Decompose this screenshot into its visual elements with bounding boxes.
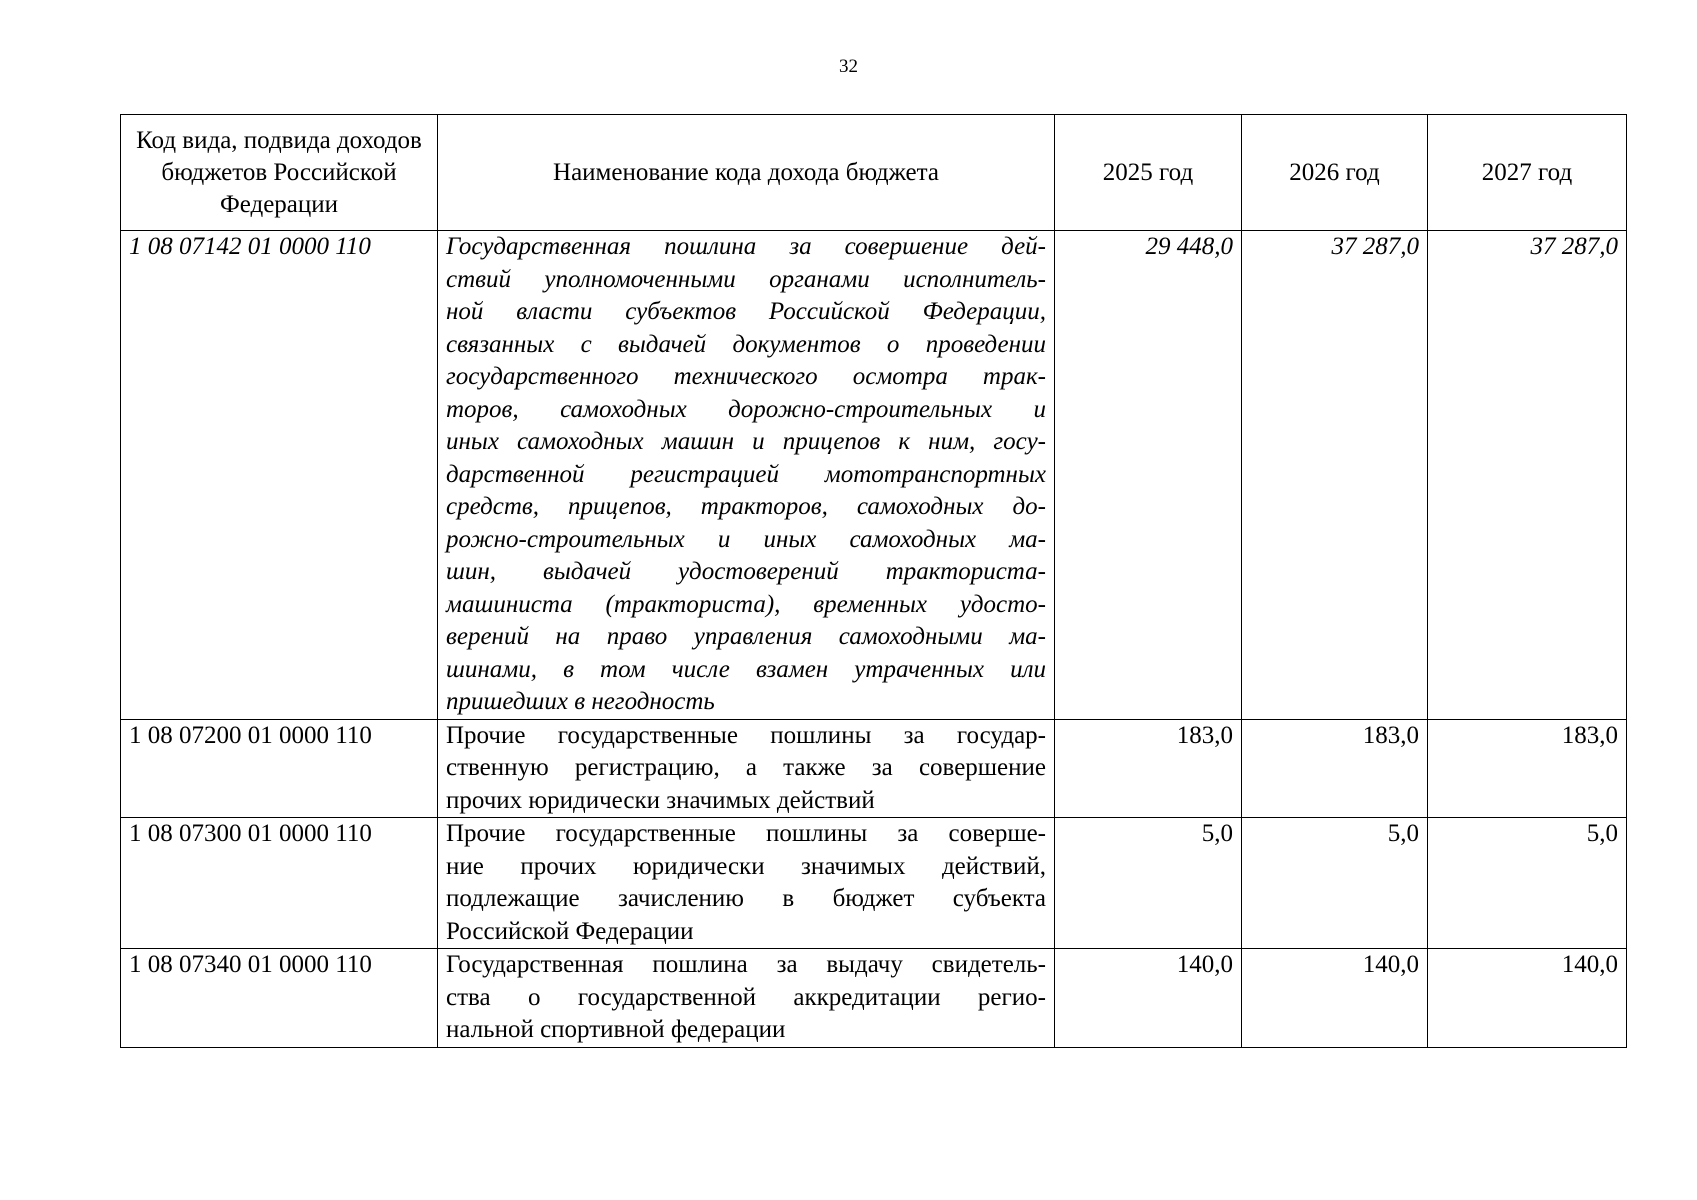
row-name-line: пришедших в негодность bbox=[446, 688, 715, 715]
row-name-line: дарственной регистрацией мототранспортных bbox=[446, 460, 1046, 488]
row-name-line: связанных с выдачей документов о проведении bbox=[446, 330, 1046, 358]
row-name bbox=[438, 231, 1055, 720]
row-name bbox=[438, 719, 1055, 818]
page-number: 32 bbox=[839, 56, 858, 77]
row-code: 1 08 07300 01 0000 110 bbox=[121, 818, 438, 949]
row-name-line: нальной спортивной федерации bbox=[446, 1016, 786, 1043]
header-name: Наименование кода дохода бюджета bbox=[438, 115, 1055, 231]
row-value-2027: 37 287,0 bbox=[1428, 231, 1627, 720]
row-name-line: шинами, в том числе взамен утраченных или bbox=[446, 655, 1046, 683]
header-2027: 2027 год bbox=[1428, 115, 1627, 231]
row-name-line: прочих юридически значимых действий bbox=[446, 786, 875, 814]
row-value-2027: 183,0 bbox=[1428, 719, 1627, 818]
row-name-line: рожно-строительных и иных самоходных ма- bbox=[446, 525, 1046, 553]
row-name-line: подлежащие зачислению в бюджет субъекта bbox=[446, 885, 1046, 912]
table-header bbox=[121, 115, 1627, 231]
header-2026: 2026 год bbox=[1242, 115, 1428, 231]
row-code: 1 08 07142 01 0000 110 bbox=[121, 231, 438, 720]
row-code: 1 08 07200 01 0000 110 bbox=[121, 719, 438, 818]
row-name-line: Российской Федерации bbox=[446, 917, 694, 945]
row-name-line: ства о государственной аккредитации регио- bbox=[446, 983, 1046, 1011]
row-name bbox=[438, 818, 1055, 949]
row-name-line: средств, прицепов, тракторов, самоходных до- bbox=[446, 493, 1046, 520]
row-name-line: государственного технического осмотра трак- bbox=[446, 363, 1046, 390]
row-name-line: ственную регистрацию, а также за совершение bbox=[446, 754, 1046, 781]
row-value-2026: 183,0 bbox=[1242, 719, 1428, 818]
table-row bbox=[121, 818, 1627, 949]
row-value-2025: 140,0 bbox=[1055, 949, 1242, 1048]
row-name-line: верений на право управления самоходными ма- bbox=[446, 623, 1046, 650]
row-value-2025: 29 448,0 bbox=[1055, 231, 1242, 720]
row-name-line: Государственная пошлина за выдачу свидетель- bbox=[446, 951, 1046, 978]
header-code: Код вида, подвида доходов бюджетов Российской Федерации bbox=[121, 115, 438, 231]
row-name-line: Государственная пошлина за совершение дей- bbox=[446, 233, 1046, 260]
row-value-2026: 37 287,0 bbox=[1242, 231, 1428, 720]
row-name-line: ствий уполномоченными органами исполнитель- bbox=[446, 265, 1046, 293]
row-name-line: торов, самоходных дорожно-строительных и bbox=[446, 395, 1046, 423]
row-name-line: ной власти субъектов Российской Федерации, bbox=[446, 298, 1046, 325]
row-value-2025: 183,0 bbox=[1055, 719, 1242, 818]
row-name-line: Прочие государственные пошлины за соверше- bbox=[446, 820, 1046, 847]
row-value-2026: 140,0 bbox=[1242, 949, 1428, 1048]
table-row bbox=[121, 719, 1627, 818]
row-name-line: шин, выдачей удостоверений тракториста- bbox=[446, 558, 1046, 585]
row-name-line: ние прочих юридически значимых действий, bbox=[446, 852, 1046, 880]
row-value-2027: 5,0 bbox=[1428, 818, 1627, 949]
table-row bbox=[121, 231, 1627, 720]
row-value-2027: 140,0 bbox=[1428, 949, 1627, 1048]
revenue-table bbox=[120, 114, 1627, 1048]
row-name-line: Прочие государственные пошлины за государ- bbox=[446, 721, 1046, 749]
row-name-line: машиниста (тракториста), временных удосто- bbox=[446, 590, 1046, 618]
row-code: 1 08 07340 01 0000 110 bbox=[121, 949, 438, 1048]
row-name-line: иных самоходных машин и прицепов к ним, госу- bbox=[446, 428, 1046, 455]
header-2025: 2025 год bbox=[1055, 115, 1242, 231]
table-row bbox=[121, 949, 1627, 1048]
row-value-2025: 5,0 bbox=[1055, 818, 1242, 949]
row-value-2026: 5,0 bbox=[1242, 818, 1428, 949]
row-name bbox=[438, 949, 1055, 1048]
